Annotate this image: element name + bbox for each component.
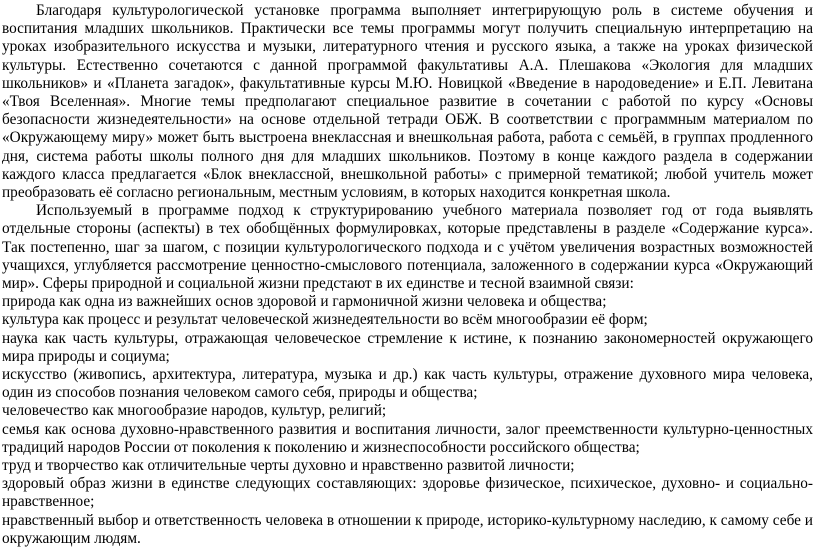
list-item-science: наука как часть культуры, отражающая человеческое стремление к истине, к познанию закономерностей окружающего мира природы и социума; [2,329,813,365]
list-item-moral-choice: нравственный выбор и ответственность человека в отношении к природе, историко-культурному наследию, к самому себе и окружающим людям. [2,511,813,547]
list-item-labor: труд и творчество как отличительные черты духовно и нравственно развитой личности; [2,457,575,475]
paragraph-approach: Используемый в программе подход к структурированию учебного материала позволяет год от года выявлять отдельные стороны (аспекты) в тех обобщённых формулировках, которые представлены в разделе «Содержание курса». Так постепенно, шаг за шагом, с позиции культурологического подхода и с учётом увеличения возрастных возможностей учащихся, углубляется рассмотрение ценностно-смыслового потенциала, заложенного в содержании курса «Окружающий мир». Сферы природной и социальной жизни предстают в их единстве и тесной взаимной связи: [2,202,813,293]
list-item-family: семья как основа духовно-нравственного развития и воспитания личности, залог преемственности культурно-ценностных традиций народов России от поколения к поколению и жизнеспособности российского общества; [2,420,813,456]
list-item-nature: природа как одна из важнейших основ здоровой и гармоничной жизни человека и общества; [2,293,607,311]
paragraph-integration: Благодаря культурологической установке программа выполняет интегрирующую роль в системе обучения и воспитания младших школьников. Практически все темы программы могут получить специальную интерпретацию на уроках изобразительного искусства и музыки, литературного чтения и русского языка, а также на уроках физической культуры. Естественно сочетаются с данной программой факультативы А.А. Плешакова «Экология для младших школьников» и «Планета загадок», факультативные курсы М.Ю. Новицкой «Введение в народоведение» и Е.П. Левитана «Твоя Вселенная». Многие темы предполагают специальное развитие в сочетании с работой по курсу «Основы безопасности жизнедеятельности» на основе отдельной тетради ОБЖ. В соответствии с программным материалом по «Окружающему миру» может быть выстроена внеклассная и внешкольная работа, работа с семьёй, в группах продленного дня, система работы школы полного дня для младших школьников. Поэтому в конце каждого раздела в содержании каждого класса предлагается «Блок внеклассной, внешкольной работы» с примерной тематикой; любой учитель может преобразовать её согласно региональным, местным условиям, в которых находится конкретная школа. [2,2,813,202]
list-item-healthy-lifestyle: здоровый образ жизни в единстве следующих составляющих: здоровье физическое, психическое, духовно- и социально-нравственное; [2,475,813,511]
list-item-culture: культура как процесс и результат человеческой жизнедеятельности во всём многообразии её форм; [2,311,648,329]
list-item-humanity: человечество как многообразие народов, культур, религий; [2,402,387,420]
list-item-art: искусство (живопись, архитектура, литература, музыка и др.) как часть культуры, отражение духовного мира человека, один из способов познания человеком самого себя, природы и общества; [2,366,813,402]
